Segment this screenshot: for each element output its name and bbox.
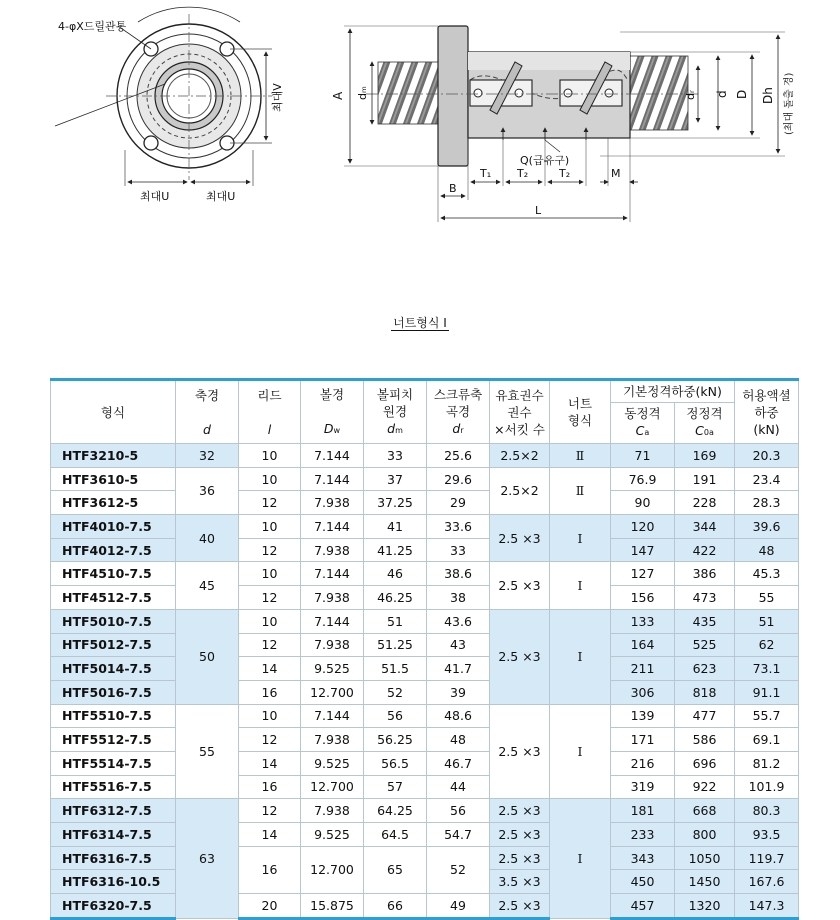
table-cell: 38 — [427, 586, 490, 610]
table-cell: 41.7 — [427, 657, 490, 681]
table-cell: 65 — [364, 846, 427, 893]
table-cell: 10 — [239, 609, 301, 633]
table-cell: 2.5 ×3 — [490, 704, 550, 799]
table-cell: 15.875 — [301, 894, 364, 919]
table-cell: 191 — [675, 467, 735, 491]
table-cell: 28.3 — [735, 491, 799, 515]
table-cell: 63 — [176, 799, 239, 918]
dim-T2a-label: T₂ — [517, 167, 529, 180]
table-row — [51, 586, 799, 610]
table-cell: 2.5×2 — [490, 467, 550, 514]
table-cell: 33 — [427, 538, 490, 562]
table-cell: 422 — [675, 538, 735, 562]
table-cell: 54.7 — [427, 823, 490, 847]
model-cell: HTF5012-7.5 — [51, 633, 176, 657]
table-cell: 23.4 — [735, 467, 799, 491]
table-cell: 119.7 — [735, 846, 799, 870]
table-cell: 818 — [675, 680, 735, 704]
table-cell: 2.5 ×3 — [490, 894, 550, 919]
max-u-right-label: 최대U — [206, 190, 236, 203]
table-cell: 586 — [675, 728, 735, 752]
table-cell: 10 — [239, 467, 301, 491]
table-cell: 14 — [239, 657, 301, 681]
model-cell: HTF5510-7.5 — [51, 704, 176, 728]
table-cell: 40 — [176, 515, 239, 562]
table-cell: 20 — [239, 894, 301, 919]
table-row — [51, 846, 799, 870]
dim-B-label: B — [449, 182, 457, 195]
table-cell: 52 — [427, 846, 490, 893]
dim-L-label: L — [535, 204, 542, 217]
model-cell: HTF3210-5 — [51, 444, 176, 468]
table-row — [51, 562, 799, 586]
flange-end-view — [55, 7, 272, 186]
table-cell: 12 — [239, 538, 301, 562]
table-cell: 167.6 — [735, 870, 799, 894]
table-cell: 33.6 — [427, 515, 490, 539]
table-cell: 3.5 ×3 — [490, 870, 550, 894]
table-cell: 2.5 ×3 — [490, 823, 550, 847]
specification-table — [50, 378, 799, 920]
table-row — [51, 491, 799, 515]
table-cell: Ⅱ — [550, 467, 611, 514]
table-cell: 156 — [611, 586, 675, 610]
table-cell: 14 — [239, 751, 301, 775]
model-cell: HTF4510-7.5 — [51, 562, 176, 586]
table-cell: 51.5 — [364, 657, 427, 681]
dim-Dh-note: (최대 돌출 경) — [784, 72, 795, 135]
table-cell: 12.700 — [301, 680, 364, 704]
table-cell: Ⅰ — [550, 515, 611, 562]
header-allow: 허용액셜 하중 (kN) — [735, 380, 799, 444]
table-cell: 7.144 — [301, 609, 364, 633]
table-cell: 69.1 — [735, 728, 799, 752]
table-row — [51, 823, 799, 847]
table-row — [51, 728, 799, 752]
table-cell: 32 — [176, 444, 239, 468]
header-static: 정정격 C0a — [675, 403, 735, 444]
table-cell: 12.700 — [301, 846, 364, 893]
table-cell: 76.9 — [611, 467, 675, 491]
dim-A-label: A — [331, 91, 345, 100]
table-row — [51, 680, 799, 704]
table-cell: Ⅰ — [550, 609, 611, 704]
table-cell: 169 — [675, 444, 735, 468]
model-cell: HTF3610-5 — [51, 467, 176, 491]
table-cell: 7.938 — [301, 799, 364, 823]
table-cell: 80.3 — [735, 799, 799, 823]
table-cell: 1320 — [675, 894, 735, 919]
table-cell: 2.5 ×3 — [490, 799, 550, 823]
table-cell: 181 — [611, 799, 675, 823]
table-cell: 20.3 — [735, 444, 799, 468]
table-cell: 48 — [427, 728, 490, 752]
dim-dm-label: dₘ — [356, 86, 369, 100]
table-cell: 46.25 — [364, 586, 427, 610]
header-ball: 볼경 Dw — [301, 380, 364, 444]
drill-hole-icon — [144, 136, 158, 150]
table-row — [51, 633, 799, 657]
table-cell: 56.5 — [364, 751, 427, 775]
table-cell: 25.6 — [427, 444, 490, 468]
table-cell: 120 — [611, 515, 675, 539]
table-cell: 64.5 — [364, 823, 427, 847]
table-cell: 9.525 — [301, 823, 364, 847]
table-cell: 12 — [239, 728, 301, 752]
table-cell: 45.3 — [735, 562, 799, 586]
table-cell: 101.9 — [735, 775, 799, 799]
table-cell: 51.25 — [364, 633, 427, 657]
ball-screw-nut-drawing — [0, 0, 840, 290]
table-cell: 90 — [611, 491, 675, 515]
model-cell: HTF3612-5 — [51, 491, 176, 515]
table-row — [51, 775, 799, 799]
table-cell: 7.144 — [301, 562, 364, 586]
table-cell: 457 — [611, 894, 675, 919]
model-cell: HTF4512-7.5 — [51, 586, 176, 610]
table-cell: 10 — [239, 515, 301, 539]
model-cell: HTF6312-7.5 — [51, 799, 176, 823]
table-cell: 2.5 ×3 — [490, 515, 550, 562]
model-cell: HTF4012-7.5 — [51, 538, 176, 562]
table-cell: 435 — [675, 609, 735, 633]
table-cell: Ⅰ — [550, 799, 611, 918]
table-cell: 56 — [427, 799, 490, 823]
table-row — [51, 894, 799, 919]
table-cell: 56.25 — [364, 728, 427, 752]
table-cell: 9.525 — [301, 751, 364, 775]
header-lead: 리드 l — [239, 380, 301, 444]
table-cell: 473 — [675, 586, 735, 610]
table-cell: 46 — [364, 562, 427, 586]
table-cell: 7.144 — [301, 704, 364, 728]
table-cell: 49 — [427, 894, 490, 919]
table-cell: 696 — [675, 751, 735, 775]
dim-Dh-label: Dh — [761, 87, 775, 104]
table-cell: 81.2 — [735, 751, 799, 775]
table-cell: 477 — [675, 704, 735, 728]
table-cell: 91.1 — [735, 680, 799, 704]
table-cell: 7.144 — [301, 444, 364, 468]
dim-T1-label: T₁ — [480, 167, 492, 180]
nut-type-caption — [0, 314, 840, 331]
table-cell: 623 — [675, 657, 735, 681]
table-cell: 2.5 ×3 — [490, 846, 550, 870]
table-cell: 164 — [611, 633, 675, 657]
table-cell: 10 — [239, 444, 301, 468]
table-row — [51, 704, 799, 728]
table-row — [51, 538, 799, 562]
table-cell: 450 — [611, 870, 675, 894]
table-cell: 7.938 — [301, 728, 364, 752]
model-cell: HTF5516-7.5 — [51, 775, 176, 799]
table-cell: 41.25 — [364, 538, 427, 562]
table-cell: 800 — [675, 823, 735, 847]
table-cell: 66 — [364, 894, 427, 919]
table-cell: 1450 — [675, 870, 735, 894]
table-cell: 55.7 — [735, 704, 799, 728]
table-cell: 39 — [427, 680, 490, 704]
table-row — [51, 609, 799, 633]
table-cell: 344 — [675, 515, 735, 539]
table-cell: 44 — [427, 775, 490, 799]
model-cell: HTF5016-7.5 — [51, 680, 176, 704]
table-cell: 12 — [239, 799, 301, 823]
table-cell: 127 — [611, 562, 675, 586]
model-cell: HTF4010-7.5 — [51, 515, 176, 539]
header-model: 형식 — [51, 380, 176, 444]
table-cell: 147.3 — [735, 894, 799, 919]
table-cell: 139 — [611, 704, 675, 728]
table-cell: 38.6 — [427, 562, 490, 586]
model-cell: HTF6316-7.5 — [51, 846, 176, 870]
table-cell: 57 — [364, 775, 427, 799]
model-cell: HTF6316-10.5 — [51, 870, 176, 894]
drill-holes-label: 4-φX드릴관통 — [58, 20, 127, 33]
table-cell: 51 — [364, 609, 427, 633]
header-root: 스크류축 곡경 dr — [427, 380, 490, 444]
table-row — [51, 444, 799, 468]
table-cell: 10 — [239, 704, 301, 728]
dim-M-label: M — [611, 167, 621, 180]
table-cell: 2.5 ×3 — [490, 562, 550, 609]
table-row — [51, 799, 799, 823]
dim-T2b-label: T₂ — [559, 167, 571, 180]
table-cell: Ⅰ — [550, 704, 611, 799]
max-u-left-label: 최대U — [140, 190, 170, 203]
table-cell: 55 — [176, 704, 239, 799]
table-cell: 7.144 — [301, 467, 364, 491]
table-cell: 51 — [735, 609, 799, 633]
table-cell: 16 — [239, 775, 301, 799]
table-cell: 525 — [675, 633, 735, 657]
table-cell: Ⅰ — [550, 562, 611, 609]
table-body — [51, 444, 799, 919]
table-cell: 29 — [427, 491, 490, 515]
table-cell: 50 — [176, 609, 239, 704]
table-cell: 7.938 — [301, 538, 364, 562]
table-cell: 211 — [611, 657, 675, 681]
dim-d-label: d — [715, 90, 729, 98]
table-cell: 71 — [611, 444, 675, 468]
table-cell: 7.144 — [301, 515, 364, 539]
table-cell: 386 — [675, 562, 735, 586]
table-cell: 12 — [239, 491, 301, 515]
table-cell: 228 — [675, 491, 735, 515]
header-dynamic: 동정격 Ca — [611, 403, 675, 444]
table-cell: 147 — [611, 538, 675, 562]
table-cell: 9.525 — [301, 657, 364, 681]
model-cell: HTF5014-7.5 — [51, 657, 176, 681]
table-cell: 45 — [176, 562, 239, 609]
table-cell: 29.6 — [427, 467, 490, 491]
table-cell: 306 — [611, 680, 675, 704]
table-cell: 41 — [364, 515, 427, 539]
table-cell: 48 — [735, 538, 799, 562]
table-cell: 12 — [239, 586, 301, 610]
oil-hole-label: Q(급유구) — [520, 154, 570, 167]
table-cell: 56 — [364, 704, 427, 728]
max-v-label: 최대V — [271, 83, 284, 112]
table-cell: 36 — [176, 467, 239, 514]
table-cell: 37.25 — [364, 491, 427, 515]
dim-dr-label: dᵣ — [684, 90, 697, 100]
table-cell: 37 — [364, 467, 427, 491]
table-cell: 343 — [611, 846, 675, 870]
table-cell: 46.7 — [427, 751, 490, 775]
table-cell: 668 — [675, 799, 735, 823]
nut-side-view — [344, 26, 785, 222]
table-cell: 922 — [675, 775, 735, 799]
table-cell: 16 — [239, 846, 301, 893]
table-row — [51, 657, 799, 681]
table-cell: 12 — [239, 633, 301, 657]
table-cell: 55 — [735, 586, 799, 610]
header-shaft: 축경 d — [176, 380, 239, 444]
model-cell: HTF5010-7.5 — [51, 609, 176, 633]
table-cell: 10 — [239, 562, 301, 586]
table-cell: 319 — [611, 775, 675, 799]
model-cell: HTF6320-7.5 — [51, 894, 176, 919]
table-cell: 171 — [611, 728, 675, 752]
table-cell: 33 — [364, 444, 427, 468]
table-cell: Ⅱ — [550, 444, 611, 468]
table-row — [51, 467, 799, 491]
table-row — [51, 515, 799, 539]
table-cell: 2.5×2 — [490, 444, 550, 468]
table-cell: 93.5 — [735, 823, 799, 847]
table-cell: 16 — [239, 680, 301, 704]
table-cell: 12.700 — [301, 775, 364, 799]
table-cell: 7.938 — [301, 633, 364, 657]
table-cell: 7.938 — [301, 586, 364, 610]
header-turns: 유효권수 권수 ×서킷 수 — [490, 380, 550, 444]
header-nut: 너트 형식 — [550, 380, 611, 444]
header-pcd: 볼피치 원경 dm — [364, 380, 427, 444]
table-cell: 133 — [611, 609, 675, 633]
table-cell: 1050 — [675, 846, 735, 870]
model-cell: HTF5514-7.5 — [51, 751, 176, 775]
table-row — [51, 751, 799, 775]
caption-text: 너트형식 Ⅰ — [393, 316, 447, 330]
table-cell: 216 — [611, 751, 675, 775]
table-cell: 48.6 — [427, 704, 490, 728]
model-cell: HTF6314-7.5 — [51, 823, 176, 847]
dim-D-label: D — [735, 89, 749, 99]
table-cell: 43 — [427, 633, 490, 657]
table-cell: 233 — [611, 823, 675, 847]
table-cell: 64.25 — [364, 799, 427, 823]
header-rating: 기본정격하중(kN) — [611, 380, 735, 403]
table-cell: 73.1 — [735, 657, 799, 681]
table-cell: 43.6 — [427, 609, 490, 633]
table-cell: 39.6 — [735, 515, 799, 539]
table-cell: 2.5 ×3 — [490, 609, 550, 704]
model-cell: HTF5512-7.5 — [51, 728, 176, 752]
table-cell: 52 — [364, 680, 427, 704]
table-cell: 62 — [735, 633, 799, 657]
table-cell: 7.938 — [301, 491, 364, 515]
table-cell: 14 — [239, 823, 301, 847]
